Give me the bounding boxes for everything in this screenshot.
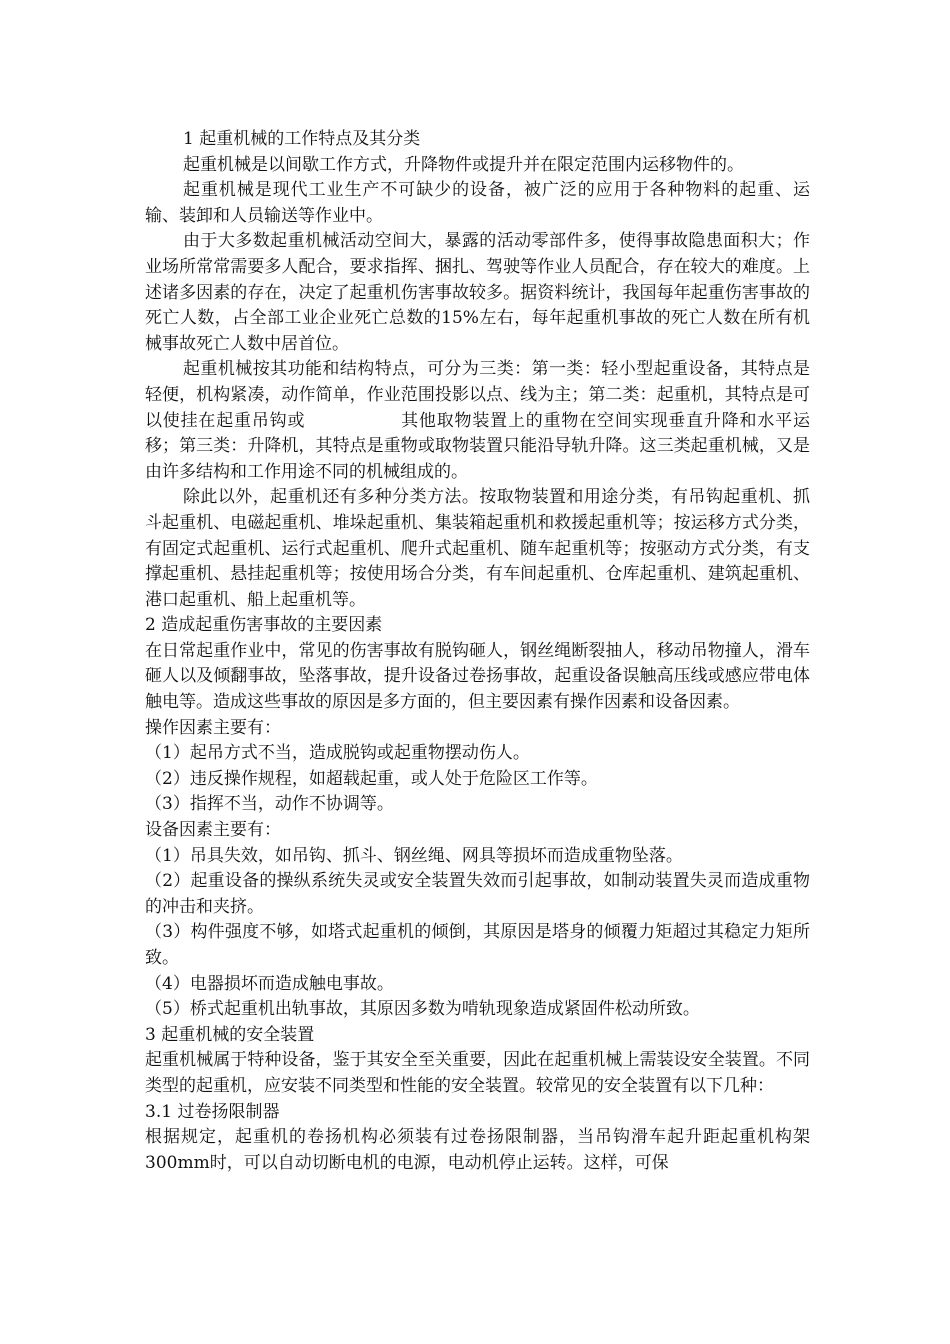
paragraph: 起重机械是以间歇工作方式，升降物件或提升并在限定范围内运移物件的。 [183, 154, 744, 175]
document-body [145, 127, 810, 1176]
paragraph: 根据规定，起重机的卷扬机构必须装有过卷扬限制器，当吊钩滑车起升距起重机构架300mm时，可以自动切断电机的电源，电动机停止运转。这样，可保 [145, 1127, 810, 1173]
paragraph: 起重机械是现代工业生产不可缺少的设备，被广泛的应用于各种物料的起重、运输、装卸和人员输送等作业中。 [145, 180, 810, 226]
list-item: （3）指挥不当，动作不协调等。 [145, 794, 394, 815]
section-2-title: 2 造成起重伤害事故的主要因素 [145, 615, 383, 636]
list-item: （1）起吊方式不当，造成脱钩或起重物摆动伤人。 [145, 743, 530, 764]
list-item: （2）违反操作规程，如超载起重，或人处于危险区工作等。 [145, 768, 598, 789]
section-1-title: 1 起重机械的工作特点及其分类 [183, 129, 421, 149]
paragraph: 起重机械属于特种设备，鉴于其安全至关重要，因此在起重机械上需装设安全装置。不同类型的起重机，应安装不同类型和性能的安全装置。较常见的安全装置有以下几种： [145, 1050, 810, 1096]
section-3-title: 3 起重机械的安全装置 [145, 1024, 315, 1045]
list-item: （2）起重设备的操纵系统失灵或安全装置失效而引起事故，如制动装置失灵而造成重物的冲击和夹挤。 [145, 871, 810, 917]
list-item: （1）吊具失效，如吊钩、抓斗、钢丝绳、网具等损坏而造成重物坠落。 [145, 845, 683, 866]
paragraph-part: 起重机械按其功能和结构特点，可分为三类：第一类：轻小型起重设备，其特点是轻便，机构紧凑，动作简单，作业范围投影以点、线为主；第二类：起重机，其特点是可以使挂在起重吊钩或 [145, 359, 810, 431]
paragraph: 除此以外，起重机还有多种分类方法。按取物装置和用途分类，有吊钩起重机、抓斗起重机、电磁起重机、堆垛起重机、集装箱起重机和救援起重机等；按运移方式分类，有固定式起重机、运行式起重机、爬升式起重机、随车起重机等；按驱动方式分类，有支撑起重机、悬挂起重机等；按使用场合分类，有车间起重机、仓库起重机、建筑起重机、港口起重机、船上起重机等。 [145, 487, 810, 610]
paragraph: 在日常起重作业中，常见的伤害事故有脱钩砸人，钢丝绳断裂抽人，移动吊物撞人，滑车砸人以及倾翻事故，坠落事故，提升设备过卷扬事故，起重设备误触高压线或感应带电体触电等。造成这些事故的原因是多方面的，但主要因素有操作因素和设备因素。 [145, 640, 810, 713]
subheading: 设备因素主要有： [145, 820, 281, 841]
paragraph-part: 其他取物装置上的重物在空间实现垂直升降和水平运移；第三类：升降机，其特点是重物或取物装置只能沿导轨升降。这三类起重机械，又是由许多结构和工作用途不同的机械组成的。 [145, 410, 810, 482]
paragraph: 由于大多数起重机械活动空间大，暴露的活动零部件多，使得事故隐患面积大；作业场所常常需要多人配合，要求指挥、捆扎、驾驶等作业人员配合，存在较大的难度。上述诸多因素的存在，决定了起重机伤害事故较多。据资料统计，我国每年起重伤害事故的死亡人数，占全部工业企业死亡总数的15%左右，每年起重机事故的死亡人数在所有机械事故死亡人数中居首位。 [145, 231, 810, 354]
list-item: （3）构件强度不够，如塔式起重机的倾倒，其原因是塔身的倾覆力矩超过其稳定力矩所致。 [145, 922, 810, 968]
subheading: 操作因素主要有： [145, 717, 281, 738]
paragraph [145, 357, 810, 485]
list-item: （5）桥式起重机出轨事故，其原因多数为啃轨现象造成紧固件松动所致。 [145, 999, 700, 1020]
list-item: （4）电器损坏而造成触电事故。 [145, 973, 394, 994]
section-3-1-title: 3.1 过卷扬限制器 [145, 1101, 280, 1122]
